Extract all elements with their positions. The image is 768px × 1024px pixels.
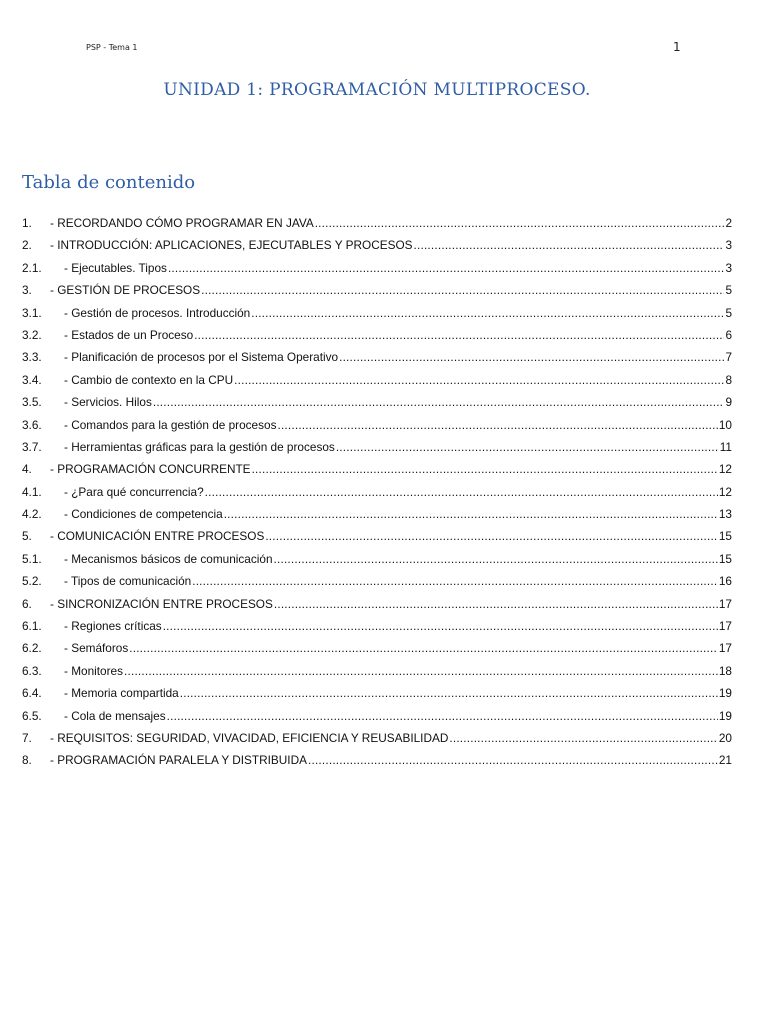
table-of-contents: [22, 212, 732, 772]
toc-entry[interactable]: [22, 414, 732, 436]
toc-entry[interactable]: [22, 346, 732, 368]
toc-entry-title: - Cola de mensajes: [64, 708, 166, 723]
toc-entry-title: - Gestión de procesos. Introducción: [64, 305, 251, 320]
toc-entry-title: - Servicios. Hilos: [64, 395, 152, 410]
toc-entry-page: 6: [725, 327, 732, 342]
toc-entry-page: 9: [725, 395, 732, 410]
toc-entry-title: - SINCRONIZACIÓN ENTRE PROCESOS: [50, 596, 273, 611]
toc-entry-number: 6.5.: [22, 708, 42, 723]
toc-entry-title: - INTRODUCCIÓN: APLICACIONES, EJECUTABLES Y PROCESOS: [50, 238, 413, 253]
toc-entry-number: 3.5.: [22, 395, 42, 410]
toc-entry[interactable]: [22, 682, 732, 704]
toc-entry-number: 3.6.: [22, 417, 42, 432]
toc-entry-number: 5.: [22, 529, 32, 544]
toc-dot-leader: [129, 637, 718, 659]
toc-entry-title: - Planificación de procesos por el Sistema Operativo: [64, 350, 339, 365]
toc-entry-page: 5: [725, 305, 732, 320]
toc-dot-leader: [308, 749, 718, 771]
toc-entry[interactable]: [22, 525, 732, 547]
toc-entry[interactable]: [22, 503, 732, 525]
toc-entry-number: 8.: [22, 753, 32, 768]
toc-entry[interactable]: [22, 749, 732, 771]
toc-entry-number: 2.1.: [22, 260, 42, 275]
toc-entry-number: 3.7.: [22, 439, 42, 454]
toc-entry-title: - PROGRAMACIÓN CONCURRENTE: [50, 462, 251, 477]
toc-dot-leader: [163, 615, 718, 637]
toc-entry-page: 3: [725, 238, 732, 253]
toc-dot-leader: [315, 212, 725, 234]
toc-dot-leader: [274, 548, 718, 570]
toc-entry-number: 4.1.: [22, 484, 42, 499]
toc-entry-number: 3.: [22, 283, 32, 298]
toc-entry-number: 5.1.: [22, 551, 42, 566]
toc-entry-number: 6.1.: [22, 619, 42, 634]
toc-entry-page: 17: [718, 641, 732, 656]
toc-entry[interactable]: [22, 234, 732, 256]
toc-entry-number: 3.1.: [22, 305, 42, 320]
toc-entry-number: 3.3.: [22, 350, 42, 365]
toc-dot-leader: [252, 458, 718, 480]
toc-entry-title: - Cambio de contexto en la CPU: [64, 372, 234, 387]
toc-entry-title: - RECORDANDO CÓMO PROGRAMAR EN JAVA: [50, 216, 314, 230]
toc-dot-leader: [336, 436, 719, 458]
toc-entry[interactable]: [22, 727, 732, 749]
toc-entry-page: 5: [725, 283, 732, 298]
toc-entry-title: - PROGRAMACIÓN PARALELA Y DISTRIBUIDA: [50, 753, 307, 768]
toc-entry-title: - Memoria compartida: [64, 686, 179, 701]
toc-dot-leader: [265, 525, 718, 547]
toc-entry-page: 12: [718, 462, 732, 477]
running-header: PSP - Tema 1: [86, 43, 138, 52]
toc-entry[interactable]: [22, 593, 732, 615]
toc-entry[interactable]: [22, 548, 732, 570]
toc-entry-page: 17: [718, 596, 732, 611]
toc-dot-leader: [414, 234, 725, 256]
toc-entry-title: - Herramientas gráficas para la gestión de procesos: [64, 439, 335, 454]
toc-entry[interactable]: [22, 660, 732, 682]
toc-entry-page: 10: [718, 417, 732, 432]
toc-dot-leader: [277, 414, 717, 436]
toc-entry-page: 15: [718, 551, 732, 566]
toc-entry-title: - REQUISITOS: SEGURIDAD, VIVACIDAD, EFICIENCIA Y REUSABILIDAD: [50, 730, 449, 745]
toc-entry-number: 4.: [22, 462, 32, 477]
toc-entry-title: - Regiones críticas: [64, 619, 162, 634]
toc-dot-leader: [124, 660, 718, 682]
toc-entry-title: - COMUNICACIÓN ENTRE PROCESOS: [50, 529, 265, 544]
toc-entry-title: - Estados de un Proceso: [64, 327, 194, 342]
toc-entry-number: 1.: [22, 216, 32, 230]
toc-entry-page: 20: [718, 730, 732, 745]
unit-title: UNIDAD 1: PROGRAMACIÓN MULTIPROCESO.: [163, 80, 591, 100]
toc-dot-leader: [224, 503, 718, 525]
toc-dot-leader: [192, 570, 718, 592]
toc-dot-leader: [180, 682, 718, 704]
toc-entry-title: - Semáforos: [64, 641, 129, 656]
toc-entry[interactable]: [22, 279, 732, 301]
toc-entry[interactable]: [22, 436, 732, 458]
toc-dot-leader: [201, 279, 724, 301]
toc-entry-page: 21: [718, 753, 732, 768]
toc-dot-leader: [153, 391, 725, 413]
toc-entry[interactable]: [22, 615, 732, 637]
toc-dot-leader: [274, 593, 718, 615]
toc-dot-leader: [167, 705, 718, 727]
toc-entry-page: 16: [718, 574, 732, 589]
toc-entry-number: 6.: [22, 596, 32, 611]
toc-heading: Tabla de contenido: [22, 172, 196, 193]
toc-entry-number: 3.4.: [22, 372, 42, 387]
toc-entry[interactable]: [22, 391, 732, 413]
toc-entry-page: 12: [718, 484, 732, 499]
toc-entry-page: 11: [719, 439, 732, 454]
toc-entry-page: 13: [718, 507, 732, 522]
toc-dot-leader: [339, 346, 724, 368]
toc-entry-number: 5.2.: [22, 574, 42, 589]
page-number: 1: [673, 40, 681, 54]
toc-dot-leader: [205, 481, 718, 503]
toc-entry-number: 6.4.: [22, 686, 42, 701]
toc-entry-page: 2: [725, 216, 732, 230]
toc-entry-title: - Ejecutables. Tipos: [64, 260, 167, 275]
toc-entry-number: 6.3.: [22, 663, 42, 678]
toc-entry-title: - Comandos para la gestión de procesos: [64, 417, 277, 432]
toc-entry-page: 7: [725, 350, 732, 365]
toc-dot-leader: [194, 324, 724, 346]
toc-entry[interactable]: [22, 257, 732, 279]
toc-entry[interactable]: [22, 212, 732, 234]
toc-entry-number: 4.2.: [22, 507, 42, 522]
toc-entry-page: 3: [725, 260, 732, 275]
toc-entry[interactable]: [22, 705, 732, 727]
toc-entry-number: 6.2.: [22, 641, 42, 656]
toc-entry[interactable]: [22, 458, 732, 480]
toc-entry-page: 18: [718, 663, 732, 678]
toc-entry-title: - ¿Para qué concurrencia?: [64, 484, 204, 499]
toc-entry[interactable]: [22, 481, 732, 503]
toc-entry-number: 3.2.: [22, 327, 42, 342]
toc-entry-title: - Condiciones de competencia: [64, 507, 223, 522]
toc-entry-title: - Tipos de comunicación: [64, 574, 192, 589]
toc-entry-number: 7.: [22, 730, 32, 745]
toc-entry-title: - Monitores: [64, 663, 124, 678]
toc-entry-page: 15: [718, 529, 732, 544]
toc-entry-page: 19: [718, 708, 732, 723]
toc-dot-leader: [168, 257, 724, 279]
toc-dot-leader: [234, 369, 724, 391]
toc-dot-leader: [449, 727, 718, 749]
toc-entry-page: 8: [725, 372, 732, 387]
toc-entry-page: 19: [718, 686, 732, 701]
toc-entry-number: 2.: [22, 238, 32, 253]
toc-entry[interactable]: [22, 369, 732, 391]
toc-entry[interactable]: [22, 324, 732, 346]
toc-entry-title: - GESTIÓN DE PROCESOS: [50, 283, 201, 298]
toc-dot-leader: [251, 302, 724, 324]
toc-entry-title: - Mecanismos básicos de comunicación: [64, 551, 273, 566]
toc-entry[interactable]: [22, 637, 732, 659]
toc-entry-page: 17: [718, 619, 732, 634]
toc-entry[interactable]: [22, 302, 732, 324]
toc-entry[interactable]: [22, 570, 732, 592]
